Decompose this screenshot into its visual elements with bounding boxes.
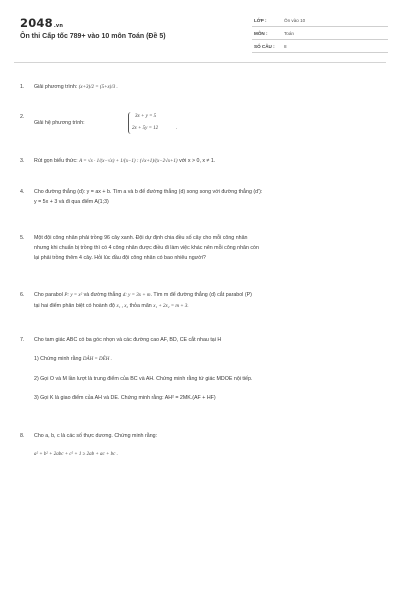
header-divider xyxy=(14,62,386,63)
subquestion-text: 3) Gọi K là giao điểm của AH và DE. Chứng minh rằng: AH² = 2MK.(AF + HF) xyxy=(34,395,216,401)
meta-key: SỐ CÂU : xyxy=(254,44,275,49)
question-number: 3. xyxy=(20,158,25,164)
question-line: Cho tam giác ABC có ba góc nhọn và các đường cao AF, BD, CE cắt nhau tại H xyxy=(34,337,222,343)
question-line: Cho đường thẳng (d): y = ax + b. Tìm a và b để đường thẳng (d) song song với đường thẳng (d'): xyxy=(34,189,263,195)
equation-2: 2x + 5y = 12 xyxy=(132,126,159,131)
equation-end: . xyxy=(176,126,178,131)
meta-value: Toán xyxy=(284,31,294,36)
site-logo[interactable]: 2048.vn xyxy=(20,16,64,30)
question-line: y = 5x + 3 và đi qua điểm A(1;3) xyxy=(34,199,109,205)
meta-value: Ôn vào 10 xyxy=(284,18,306,23)
question-number: 2. xyxy=(20,114,25,120)
question-line: Cho a, b, c là các số thực dương. Chứng minh rằng: xyxy=(34,433,158,439)
question-text: tại hai điểm phân biệt có hoành độ xyxy=(34,303,115,309)
question-text: Cho parabol xyxy=(34,292,63,298)
condition-math: x₁ + 2x₂ = m + 3. xyxy=(153,304,189,309)
question-line: Một đội công nhân phải trồng 96 cây xanh. Đội dự định chia đều số cây cho mỗi công nhân xyxy=(34,235,248,241)
question-number: 7. xyxy=(20,337,25,343)
question-number: 6. xyxy=(20,292,25,298)
subquestion-text: 2) Gọi O và M lần lượt là trung điểm của BC và AH. Chứng minh rằng tứ giác MDOE nội tiếp. xyxy=(34,376,253,382)
meta-key: MÔN : xyxy=(254,31,268,36)
parabol-math: P: y = x² xyxy=(64,293,83,298)
question-number: 1. xyxy=(20,84,25,90)
exam-title: Ôn thi Cấp tốc 789+ vào 10 môn Toán (Đề 5) xyxy=(20,33,166,40)
inequality-math: a² + b² + 2abc + c² + 1 ≥ 2ab + ac + bc . xyxy=(34,452,118,457)
question-2 xyxy=(20,112,385,138)
question-condition: với x > 0, x ≠ 1. xyxy=(179,158,216,164)
question-math: A = √x · 1/(x−√x) + 1/(x−1) : (√x+1)/(x−2√x+1) xyxy=(79,159,178,164)
question-number: 8. xyxy=(20,433,25,439)
question-text: thỏa mãn xyxy=(129,303,152,309)
question-text: Giải hệ phương trình: xyxy=(34,120,85,126)
question-text: . Tìm m để đường thẳng (d) cắt parabol (P) xyxy=(150,292,252,298)
subquestion-text: 1) Chứng minh rằng xyxy=(34,356,82,362)
meta-value: 8 xyxy=(284,44,287,49)
meta-key: LỚP : xyxy=(254,18,267,23)
subquestion-math: DÂH = DÊH . xyxy=(82,357,112,362)
question-text: và đường thẳng xyxy=(83,292,122,298)
question-number: 4. xyxy=(20,189,25,195)
roots-math: x₁ , x₂ xyxy=(116,304,129,309)
question-math: (x+3)/2 = (5+x)/3 . xyxy=(78,85,118,90)
equation-1: 3x + y = 5 xyxy=(135,114,157,119)
meta-row-class xyxy=(252,15,388,27)
question-line: lại phải trồng thêm 4 cây. Hỏi lúc đầu đội công nhân có bao nhiêu người? xyxy=(34,255,206,261)
meta-row-subject xyxy=(252,28,388,40)
line-math: d: y = 3x + m xyxy=(122,293,151,298)
question-text: Rút gọn biểu thức: xyxy=(34,158,78,164)
question-number: 5. xyxy=(20,235,25,241)
question-text: Giải phương trình: xyxy=(34,84,78,90)
question-line: nhưng khi chuẩn bị trồng thì có 4 công nhân được điều đi làm việc khác nên mỗi công nhân còn xyxy=(34,245,259,251)
worksheet-header xyxy=(0,0,400,62)
meta-row-count xyxy=(252,41,388,53)
